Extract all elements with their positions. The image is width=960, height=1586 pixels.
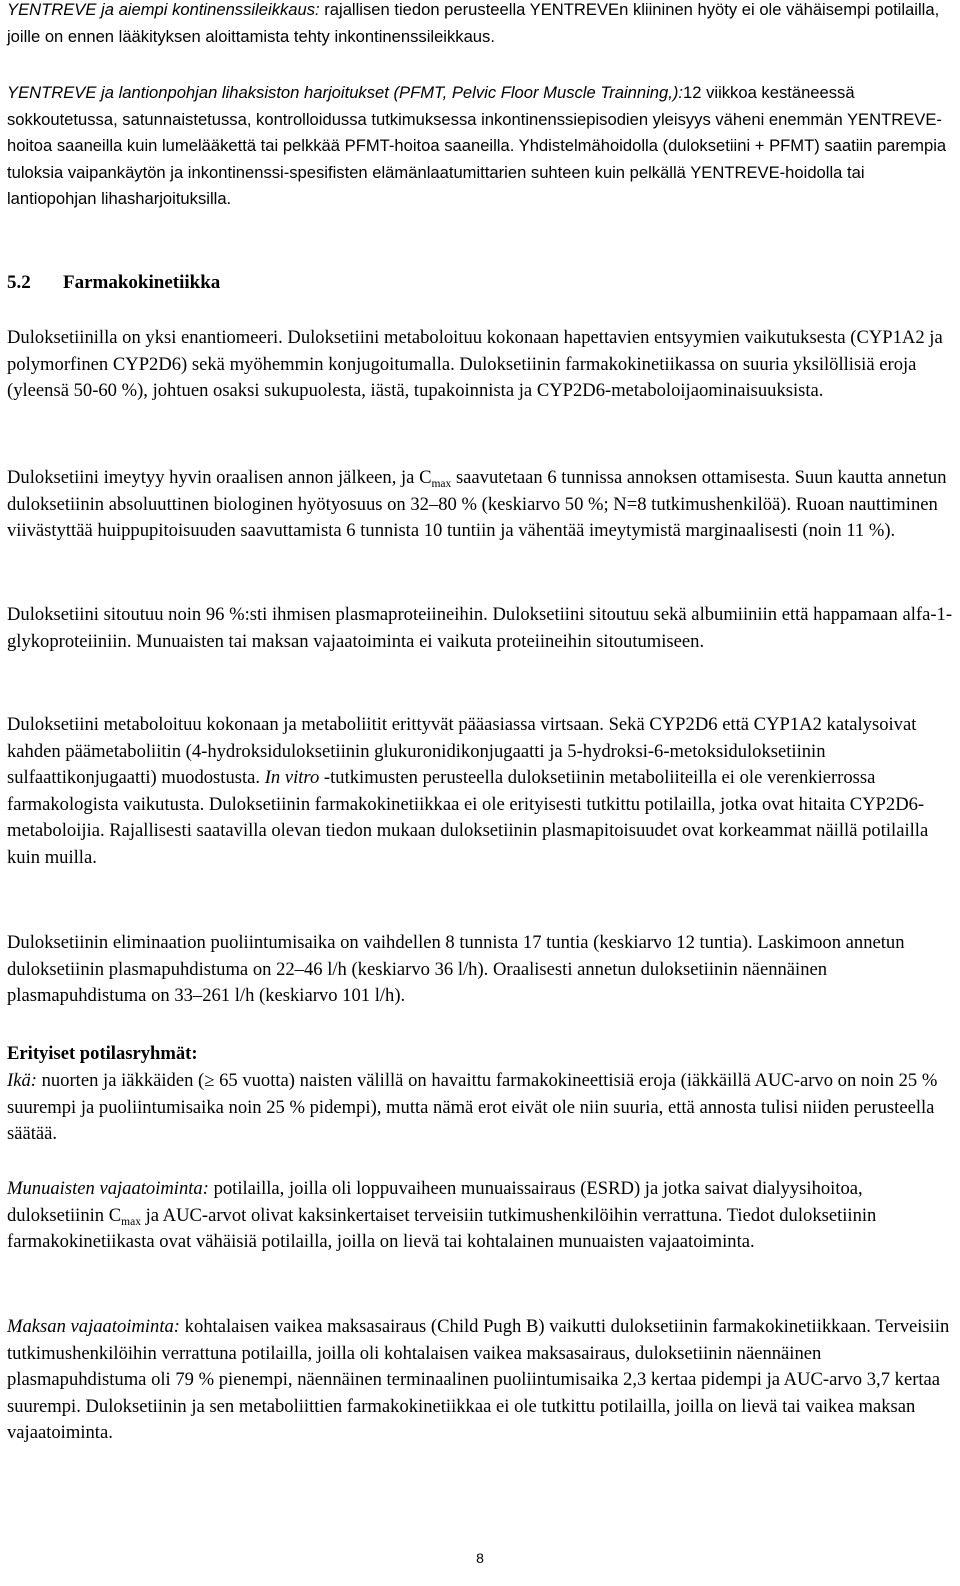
paragraph-text: -tutkimusten perusteella duloksetiinin metaboliiteilla ei ole verenkierrossa farmakologista vaikutusta. Duloksetiinin farmakokinetiikkaa ei ole erityisesti tutkittu potilailla, jotka ovat hitaita CYP2D6-metaboloijia. Rajallisesti saatavilla olevan tiedon mukaan duloksetiinin plasmapitoisuudet ovat korkeammat näillä potilailla kuin muilla. <box>7 767 929 868</box>
paragraph-label: Munuaisten vajaatoiminta: <box>7 1178 209 1199</box>
section-heading <box>7 270 220 297</box>
subscript: max <box>431 478 452 490</box>
paragraph-protein-binding: Duloksetiini sitoutuu noin 96 %:sti ihmisen plasmaproteiineihin. Duloksetiini sitoutuu sekä albumiiniin että happamaan alfa-1-glykoproteiiniin. Munuaisten tai maksan vajaatoiminta ei vaikuta proteiineihin sitoutumiseen. <box>7 604 953 652</box>
paragraph-label: YENTREVE ja lantionpohjan lihaksiston harjoitukset (PFMT, Pelvic Floor Muscle Trainning,): <box>7 83 684 102</box>
paragraph-text: kohtalaisen vaikea maksasairaus (Child Pugh B) vaikutti duloksetiinin farmakokinetiikkaan. Terveisiin tutkimushenkilöihin verrattuna potilailla, joilla oli kohtalaisen vaikea maksasairaus, duloksetiinin näennäinen plasmapuhdistuma oli 79 % pienempi, näennäinen terminaalinen puoliintumisaika 2,3 kertaa pidempi ja AUC-arvo 3,7 kertaa suurempi. Duloksetiinin ja sen metaboliittien farmakokinetiikkaa ei ole tutkittu potilailla, joilla on lievä tai vaikea maksan vajaatoiminta. <box>7 1316 950 1444</box>
paragraph-text: potilailla, joilla oli loppuvaiheen munuaissairaus (ESRD) ja jotka saivat dialyysihoitoa, duloksetiinin C <box>7 1178 863 1226</box>
italic-term: In vitro <box>264 767 320 789</box>
paragraph-text: Duloksetiini metaboloituu kokonaan ja metaboliitit erittyvät pääasiassa virtsaan. Sekä CYP2D6 että CYP1A2 katalysoivat kahden päämetaboliitin (4-hydroksiduloksetiinin glukuronidikonjugaatti ja 5-hydroksi-6-metoksiduloksetiinin sulfaattikonjugaatti) muodostusta. <box>7 714 917 789</box>
greater-equal-symbol: ≥ <box>204 1070 215 1091</box>
paragraph-text: 65 vuotta) naisten välillä on havaittu farmakokineettisiä eroja (iäkkäillä AUC-arvo on noin 25 % suurempi ja puoliintumisaika noin 25 % pidempi), mutta nämä erot eivät ole niin suuria, että annosta tulisi niiden perusteella säätää. <box>7 1070 938 1145</box>
paragraph-enantiomer: Duloksetiinilla on yksi enantiomeeri. Duloksetiini metaboloituu kokonaan hapettavien entsyymien vaikutuksesta (CYP1A2 ja polymorfinen CYP2D6) sekä myöhemmin konjugoitumalla. Duloksetiinin farmakokinetiikassa on suuria yksilöllisiä eroja (yleensä 50-60 %), johtuen osaksi sukupuolesta, iästä, tupakoinnista ja CYP2D6-metaboloijaominaisuuksista. <box>7 327 943 402</box>
paragraph-text: rajallisen tiedon perusteella YENTREVEn kliininen hyöty ei ole vähäisempi potilailla, joille on ennen lääkityksen aloittamista tehty inkontinenssileikkaus. <box>7 0 940 46</box>
paragraph-hepatic <box>7 1314 953 1447</box>
paragraph-label: Ikä: <box>7 1070 37 1091</box>
paragraph-text: Yhdistelmähoidolla (duloksetiini + PFMT) saatiin parempia tuloksia vaipankäytön ja inkontinenssi-spesifisten elämänlaatumittarien suhteen kuin pelkällä YENTREVE-hoidolla tai lantiopohjan lihasharjoituksilla. <box>7 136 947 209</box>
paragraph-text: 12 viikkoa kestäneessä sokkoutetussa, satunnaistetussa, kontrolloidussa tutkimuksessa inkontinenssiepisodien yleisyys väheni enemmän YENTREVE-hoitoa saaneilla kuin lumelääkettä tai pelkkää PFMT-hoitoa saaneilla. <box>7 83 942 156</box>
subscript: max <box>121 1215 141 1228</box>
special-populations-heading: Erityiset potilasryhmät: <box>7 1043 198 1064</box>
paragraph-pfmt <box>7 80 953 213</box>
page-number: 8 <box>476 1550 484 1566</box>
paragraph-metabolism <box>7 712 953 872</box>
paragraph-elimination: Duloksetiinin eliminaation puoliintumisaika on vaihdellen 8 tunnista 17 tuntia (keskiarvo 12 tuntia). Laskimoon annetun duloksetiinin plasmapuhdistuma on 22–46 l/h (keskiarvo 36 l/h). Oraalisesti annetun duloksetiinin näennäinen plasmapuhdistuma on 33–261 l/h (keskiarvo 101 l/h). <box>7 932 905 1007</box>
paragraph-text: Duloksetiini imeytyy hyvin oraalisen annon jälkeen, ja C <box>7 467 432 488</box>
paragraph-text: nuorten ja iäkkäiden ( <box>36 1070 205 1091</box>
paragraph-renal <box>7 1176 953 1256</box>
paragraph-age <box>7 1068 953 1148</box>
section-number: 5.2 <box>7 272 31 293</box>
paragraph-absorption <box>7 465 953 545</box>
paragraph-label: Maksan vajaatoiminta: <box>7 1316 180 1337</box>
section-title: Farmakokinetiikka <box>63 272 221 293</box>
paragraph-prior-surgery <box>7 0 953 50</box>
paragraph-label: YENTREVE ja aiempi kontinenssileikkaus: <box>7 0 320 19</box>
paragraph-text: saavutetaan 6 tunnissa annoksen ottamisesta. Suun kautta annetun duloksetiinin absoluuttinen biologinen hyötyosuus on 32–80 % (keskiarvo 50 %; N=8 tutkimushenkilöä). Ruoan nauttiminen viivästyttää huippupitoisuuden saavuttamista 6 tunnista 10 tuntiin ja vähentää imeytymistä marginaalisesti (noin 11 %). <box>7 467 947 542</box>
paragraph-text: ja AUC-arvot olivat kaksinkertaiset terveisiin tutkimushenkilöihin verrattuna. Tiedot duloksetiinin farmakokinetiikasta ovat vähäisiä potilailla, joilla on lievä tai kohtalainen munuaisten vajaatoiminta. <box>7 1204 877 1253</box>
